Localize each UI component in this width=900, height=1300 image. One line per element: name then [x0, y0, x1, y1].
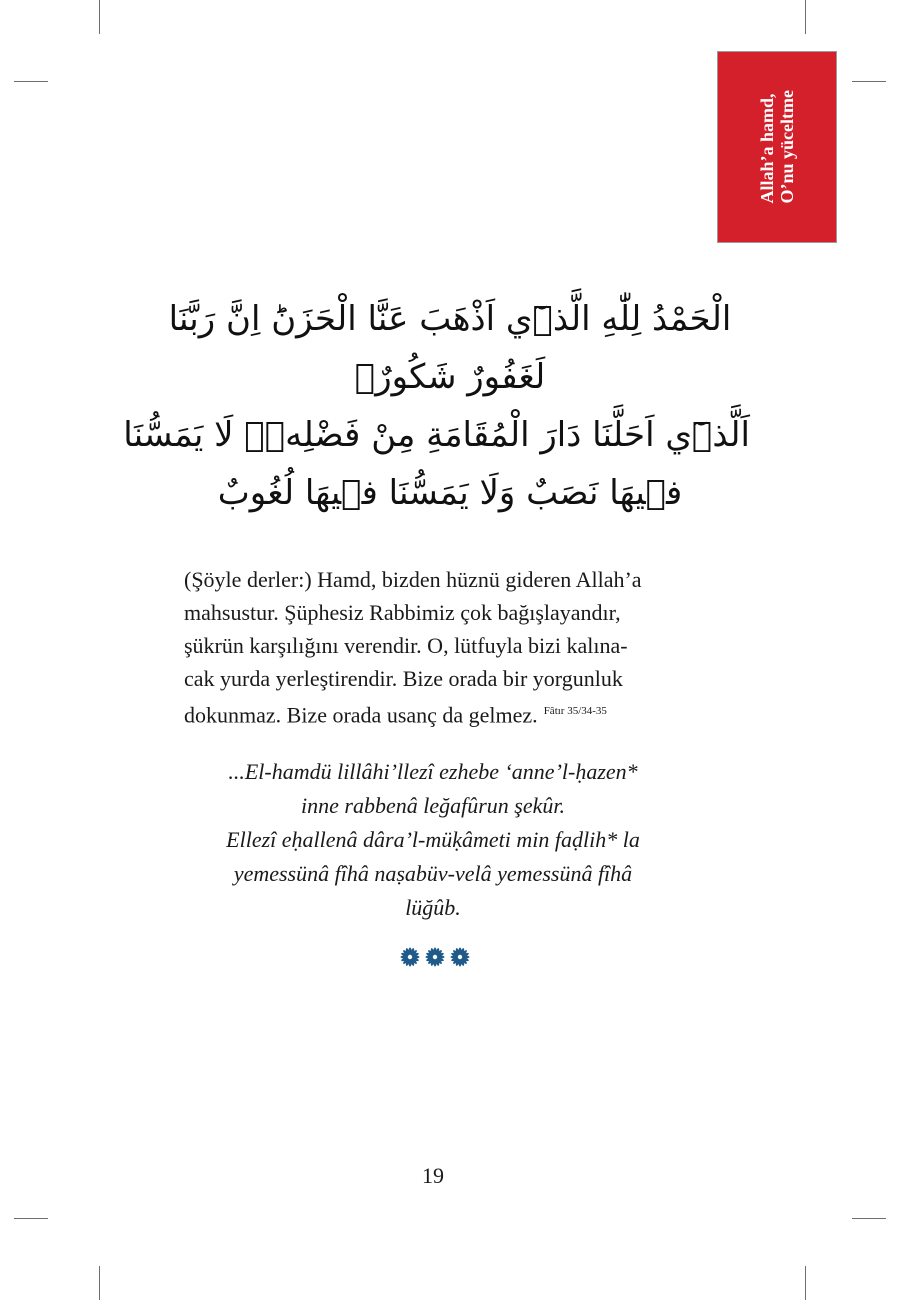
translation-line: (Şöyle derler:) Hamd, bizden hüznü gideren Allah’a: [184, 567, 642, 592]
arabic-verse-line: اَلَّذ۪ٓي اَحَلَّنَا دَارَ الْمُقَامَةِ مِنْ فَضْلِه۪ۚ لَا يَمَسُّنَا: [123, 415, 750, 455]
flower-ornament-icon: [400, 947, 420, 971]
page-number: 19: [422, 1163, 444, 1188]
arabic-verse: [123, 290, 750, 522]
chapter-tab-title: [757, 90, 797, 203]
crop-mark: [852, 1218, 886, 1219]
transliteration-line: Ellezî eḥallenâ dâra’l-müḳâmeti min faḍlih* la: [226, 827, 640, 852]
flower-ornament-icon: [425, 947, 445, 971]
crop-mark: [99, 1266, 100, 1300]
chapter-tab-line: Allah’a hamd,: [757, 93, 777, 204]
translation-line: şükrün karşılığını verendir. O, lütfuyla bizi kalına-: [184, 633, 628, 658]
arabic-verse-line: الْحَمْدُ لِلّٰهِ الَّذ۪ٓي اَذْهَبَ عَنَّا الْحَزَنَؕ اِنَّ رَبَّنَا: [168, 299, 732, 339]
translation-line-last: [184, 695, 700, 731]
transliteration-line: ...El-hamdü lillâhi’llezî ezhebe ‘anne’l-ḥazen*: [228, 759, 638, 784]
verse-reference: Fâtır 35/34-35: [543, 705, 607, 717]
crop-mark: [14, 1218, 48, 1219]
crop-mark: [805, 0, 806, 34]
flower-ornament-icon: [450, 947, 470, 971]
transliteration-line: inne rabbenâ leğafûrun şekûr.: [301, 793, 565, 818]
section-ornaments: [400, 947, 470, 971]
translation-paragraph: [184, 563, 700, 731]
transliteration: [150, 755, 716, 925]
chapter-tab-line: O’nu yüceltme: [777, 90, 797, 204]
transliteration-line: yemessünâ fîhâ naṣabüv-velâ yemessünâ fîhâ: [233, 861, 633, 886]
crop-mark: [99, 0, 100, 34]
crop-mark: [805, 1266, 806, 1300]
chapter-tab: [717, 51, 837, 243]
arabic-verse-line: لَغَفُورٌ شَكُورٌۙ: [354, 357, 546, 397]
transliteration-line: lüğûb.: [405, 895, 461, 920]
translation-line: cak yurda yerleştirendir. Bize orada bir yorgunluk: [184, 666, 623, 691]
arabic-verse-line: ف۪يهَا نَصَبٌ وَلَا يَمَسُّنَا ف۪يهَا لُغُوبٌ: [217, 473, 683, 513]
translation-line: dokunmaz. Bize orada usanç da gelmez.: [184, 702, 538, 728]
crop-mark: [14, 81, 48, 82]
translation-line: mahsustur. Şüphesiz Rabbimiz çok bağışlayandır,: [184, 600, 621, 625]
crop-mark: [852, 81, 886, 82]
